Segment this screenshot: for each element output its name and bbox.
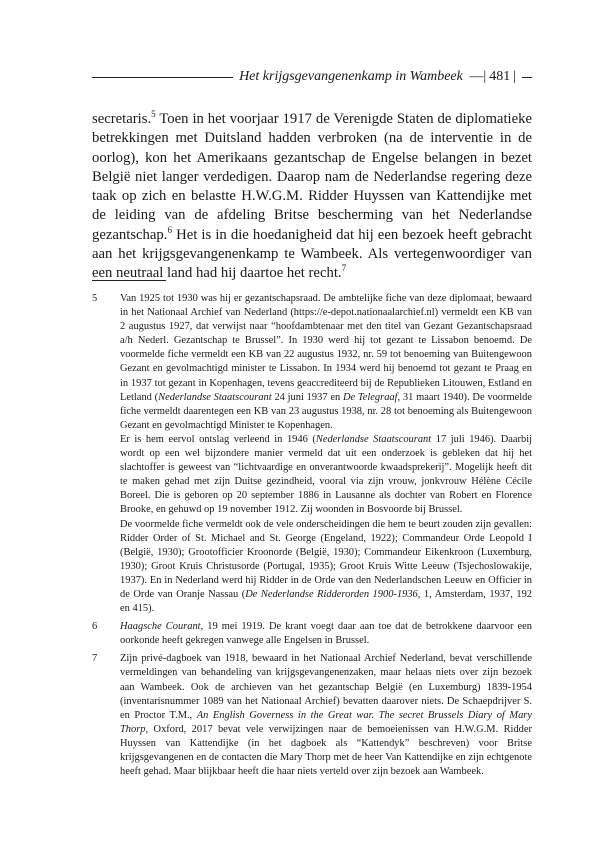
footnote-number: 7 <box>92 653 98 665</box>
footnote-content <box>120 292 532 616</box>
footnote-text: Zijn privé-dagboek van 1918, bewaard in het Nationaal Archief Nederland, bevat verschillende vermeldingen van behandeling van krijgsgevangenenzaken, maar helaas niets over zijn bezoek aan Wambeek. Ook de archieven van het gezantschap België (en Luxemburg) 1839-1954 (inventarisnummer 1089 van het Nationaal Archief) bevatten daarover niets. De Schaepdrijver S. en Proctor T.M., <box>120 653 532 721</box>
footnotes <box>92 292 532 783</box>
header-rule <box>92 77 233 78</box>
footnote-paragraph <box>120 518 532 617</box>
footnote-text: , 31 maart 1940). De voormelde fiche vermeldt daarentegen een KB van 23 augustus 1938, nr. 28 tot benoeming als Buitengewoon Gezant en gevolmachtigd Minister te Kopenhagen. <box>120 391 533 431</box>
cited-title: An English Governess in the Great war. The secret Brussels Diary of Mary Thorp <box>120 709 532 735</box>
footnote-number: 6 <box>92 621 98 633</box>
footnote-number: 5 <box>92 293 98 304</box>
running-header <box>92 68 532 86</box>
footnote-paragraph <box>120 620 532 648</box>
header-separator-end: | <box>513 69 516 84</box>
footnote-separator <box>92 280 166 281</box>
footnote-content <box>120 620 532 648</box>
footnote-ref-7[interactable]: 7 <box>341 263 347 274</box>
cited-title: De Telegraaf <box>342 391 398 403</box>
body-paragraph <box>92 110 532 284</box>
footnote-paragraph <box>120 652 532 779</box>
footnote-text: , 19 mei 1919. De krant voegt daar aan toe dat de betrokkene daarvoor een oorkonde heeft gekregen vanwege alle Engelsen in Brussel. <box>120 621 532 647</box>
footnote-paragraph <box>120 292 532 433</box>
footnote-6 <box>92 620 532 648</box>
footnote-7 <box>92 652 532 779</box>
cited-title: De Nederlandse Ridderorden 1900-1936 <box>245 588 418 600</box>
footnote-text: , Oxford, 2017 bevat vele verwijzingen naar de bemoeienissen van H.W.G.M. Ridder Huyssen van Kattendijke (in het dagboek als “Kattendyk” beschreven) voor Britse krijgsgevangenen en de contacten die Mary Thorp met de heer Van Kattendijke en zijn echtgenote heeft gehad. Maar blijkbaar heeft die haar niets verteld over zijn bezoek aan Wambeek. <box>120 723 532 778</box>
footnote-ref-5[interactable]: 5 <box>151 109 156 120</box>
body-text-1: secretaris. <box>92 111 152 127</box>
page-number: 481 <box>489 69 511 84</box>
footnote-text: De voormelde fiche vermeldt ook de vele onderscheidingen die hem te beurt zouden zijn gevallen: Ridder Order of St. Michael and St. George (Engeland, 1922); Commandeur Orde Leopold I (België, 1930); Grootofficier Kroonorde (België, 1930); Commandeur Eikenkroon (Luxemburg, 1930); Groot Kruis Christusorde (Portugal, 1935); Groot Kruis Witte Leeuw (Tsjechoslowakije, 1937). En in Nederland werd hij Ridder in de Orde van den Nederlandschen Leeuw en Officier in de Orde van Oranje Nassau ( <box>120 518 532 600</box>
footnote-content <box>120 652 532 779</box>
footnote-text: 17 juli 1946). Daarbij wordt op een wel bijzondere manier vermeld dat uit een onderzoek is gebleken dat hij het slachtoffer is geweest van “lichtvaardige en onverantwoorde kwaadsprekerij”. Mogelijk heeft dit te maken gehad met zijn Duitse gezindheid, vooral via zijn vrouw, jonkvrouw Hélène Cécile Boreel. Die is geboren op 20 september 1886 in Lausanne als dochter van Robert en Florence Brooke, en gehuwd op 19 november 1912. Zij woonden in Bosvoorde bij Brussel. <box>120 433 533 516</box>
footnote-paragraph <box>120 433 532 518</box>
cited-title: Haagsche Courant <box>120 621 201 633</box>
running-title: Het krijgsgevangenenkamp in Wambeek <box>239 69 463 84</box>
header-separator: —| <box>465 69 487 84</box>
footnote-ref-6[interactable]: 6 <box>167 224 173 235</box>
cited-title: Nederlandse Staatscourant <box>158 391 272 403</box>
body-text-3: Het is in die hoedanigheid dat hij een bezoek heeft gebracht aan het krijgsgevangenenkamp te Wambeek. Als vertegenwoordiger van een neutraal land had hij daartoe het recht. <box>92 226 532 282</box>
body-text-2: Toen in het voorjaar 1917 de Verenigde Staten de diplomatieke betrekkingen met Duitsland hadden verbroken (na de interventie in de oorlog), kon het Amerikaans gezantschap de Engelse belangen in bezet België niet langer verdedigen. Daarop nam de Nederlandse regering deze taak op zich en belastte H.W.G.M. Ridder Huyssen van Kattendijke met de leiding van de afdeling Britse bescherming van het Nederlandse gezantschap. <box>92 111 532 243</box>
footnote-text: Van 1925 tot 1930 was hij er gezantschapsraad. De ambtelijke fiche van deze diplomaat, bewaard in het Nationaal Archief van Nederland (https://e-depot.nationaalarchief.nl) vermeldt een KB van 2 augustus 1927, dat verwijst naar “hoofdambtenaar met den titel van Gezant Gezantschapsraad a/h Nederl. Gezantschap te Brussel”. In 1930 werd hij tot gezant te Lissabon benoemd. De voormelde fiche vermeldt een KB van 22 augustus 1932, nr. 59 tot benoeming van Buitengewoon Gezant en gevolmachtigd minister te Lissabon. In 1934 werd hij benoemd tot gezant te Praag en in 1937 tot gezant in Kopenhagen, tevens geaccrediteerd bij de Republieken Litouwen, Estland en Letland ( <box>120 293 532 403</box>
header-rule-end <box>522 77 532 78</box>
footnote-text: , 1, Amsterdam, 1937, 192 en 415). <box>120 588 533 615</box>
footnote-5 <box>92 292 532 616</box>
cited-title: Nederlandse Staatscourant <box>315 433 432 445</box>
footnote-text: Er is hem eervol ontslag verleend in 1946 ( <box>120 433 316 445</box>
footnote-text: 24 juni 1937 en <box>271 391 343 403</box>
